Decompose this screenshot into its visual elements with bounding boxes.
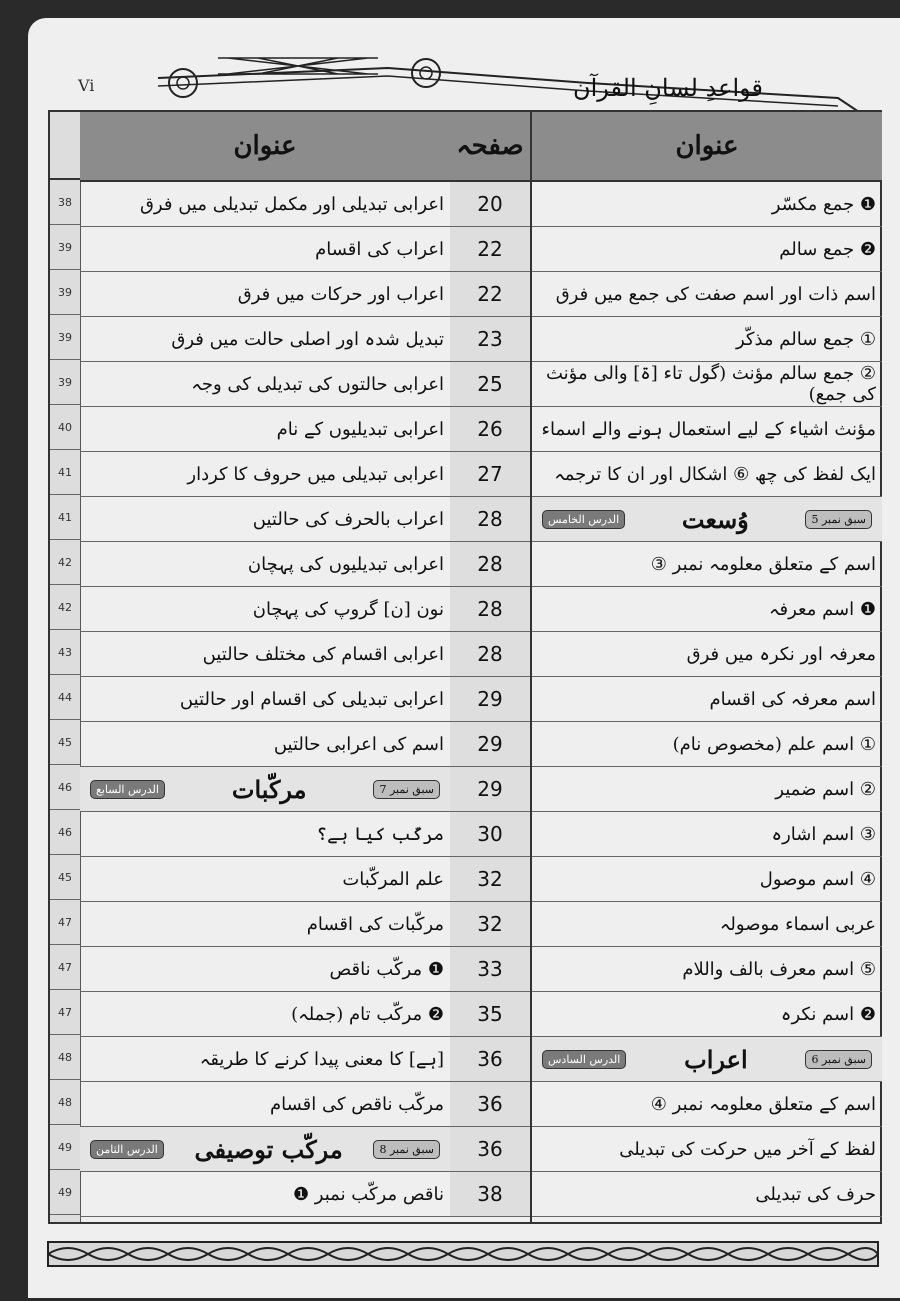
left-topic-text: اعرابی تبدیلیوں کی پہچان	[247, 553, 444, 575]
side-page-number: 48	[50, 1080, 80, 1125]
right-row	[532, 407, 882, 452]
side-page-number: 46	[50, 765, 80, 810]
right-topic-text: اعراب	[684, 1044, 748, 1074]
right-row	[532, 317, 882, 362]
side-page-number: 47	[50, 900, 80, 945]
right-topic-text: ❷ اسم نکرہ	[780, 1003, 876, 1025]
left-row	[80, 587, 450, 632]
page-number-cell: 27	[450, 452, 530, 497]
left-topic-text: اعراب بالحرف کی حالتیں	[252, 508, 444, 530]
lesson-number-badge: سبق نمبر 7	[373, 780, 440, 799]
right-topic-text: ① جمع سالم مذکّر	[735, 328, 876, 350]
side-page-number: 38	[50, 180, 80, 225]
page-number-cell: 32	[450, 857, 530, 902]
side-heading-spacer	[50, 112, 80, 180]
side-page-number: 47	[50, 945, 80, 990]
side-page-number: 48	[50, 1035, 80, 1080]
right-row	[532, 1082, 882, 1127]
page	[28, 18, 900, 1298]
lesson-number-badge: سبق نمبر 5	[805, 510, 872, 529]
header-ornament	[28, 38, 900, 118]
left-topic-text: ناقص مرکّب نمبر ❶	[292, 1183, 444, 1205]
left-row	[80, 1082, 450, 1127]
right-topic-text: ① اسم علم (مخصوص نام)	[672, 733, 876, 755]
right-topic-text: ❶ جمع مکسّر	[771, 193, 876, 215]
side-page-number: 49	[50, 1125, 80, 1170]
lesson-number-badge: سبق نمبر 6	[805, 1050, 872, 1069]
right-topic-text: ④ اسم موصول	[759, 868, 876, 890]
topic-heading-left: عنوان	[80, 112, 450, 182]
page-number-cell: 22	[450, 272, 530, 317]
side-page-number: 39	[50, 225, 80, 270]
right-row	[532, 1037, 882, 1082]
side-page-number: 49	[50, 1170, 80, 1215]
left-row	[80, 1127, 450, 1172]
left-row	[80, 1037, 450, 1082]
side-page-number: 41	[50, 495, 80, 540]
side-page-number: 46	[50, 810, 80, 855]
left-topic-text: اعرابی حالتوں کی تبدیلی کی وجہ	[191, 373, 444, 395]
right-row	[532, 362, 882, 407]
left-topic-text: مرکّبات	[231, 774, 307, 804]
topic-heading-right: عنوان	[532, 112, 882, 182]
left-row	[80, 1172, 450, 1217]
lesson-number-badge: سبق نمبر 8	[373, 1140, 440, 1159]
page-number-cell: 38	[450, 1172, 530, 1217]
right-topic-text: ② جمع سالم مؤنث (گول تاء [ۃ] والی مؤنث کی جمع)	[545, 363, 876, 405]
side-page-number: 39	[50, 360, 80, 405]
right-topic-text: ⑤ اسم معرف بالف واللام	[682, 958, 876, 980]
right-topic-text: عربی اسماء موصولہ	[719, 913, 876, 935]
right-topic-text: اسم کے متعلق معلومہ نمبر ③	[650, 553, 876, 575]
lesson-arabic-tag: الدرس الخامس	[542, 510, 625, 529]
page-number-cell: 20	[450, 182, 530, 227]
left-topic-text: اعراب اور حرکات میں فرق	[237, 283, 444, 305]
right-topic-text: حرف کی تبدیلی	[755, 1183, 876, 1205]
right-row	[532, 542, 882, 587]
page-number-cell: 36	[450, 1037, 530, 1082]
left-row	[80, 902, 450, 947]
left-topic-text: اعراب کی اقسام	[315, 238, 444, 260]
left-row	[80, 272, 450, 317]
right-topic-text: ③ اسم اشارہ	[771, 823, 876, 845]
left-topic-text: علم المرکّبات	[342, 868, 444, 890]
left-row	[80, 992, 450, 1037]
right-row	[532, 947, 882, 992]
page-number-cell: 28	[450, 587, 530, 632]
right-topic-text: ❶ اسم معرفہ	[768, 598, 876, 620]
side-page-number: 39	[50, 270, 80, 315]
right-row	[532, 227, 882, 272]
right-row	[532, 812, 882, 857]
side-page-number: 45	[50, 855, 80, 900]
left-row	[80, 677, 450, 722]
page-number-cell: 29	[450, 767, 530, 812]
right-row	[532, 677, 882, 722]
left-row	[80, 542, 450, 587]
side-page-number: 39	[50, 315, 80, 360]
page-number: Vi	[78, 76, 95, 95]
side-page-number: 45	[50, 720, 80, 765]
side-page-number: 47	[50, 990, 80, 1035]
left-row	[80, 812, 450, 857]
right-row	[532, 632, 882, 677]
page-number-cell: 35	[450, 992, 530, 1037]
right-topic-text: ایک لفظ کی چھ ⑥ اشکال اور ان کا ترجمہ	[554, 463, 876, 485]
left-topic-text: مرکّبات کی اقسام	[306, 913, 444, 935]
right-topic-text: اسم کے متعلق معلومہ نمبر ④	[650, 1093, 876, 1115]
left-topic-column	[80, 112, 450, 1222]
right-row	[532, 1127, 882, 1172]
right-row	[532, 452, 882, 497]
right-topic-text: وُسعت	[681, 504, 749, 534]
left-topic-text: اعرابی تبدیلی اور مکمل تبدیلی میں فرق	[139, 193, 444, 215]
side-page-number: 42	[50, 585, 80, 630]
right-topic-text: ② اسم ضمیر	[775, 778, 876, 800]
left-topic-text: ❶ مرکّب ناقص	[329, 958, 444, 980]
side-page-number: 41	[50, 450, 80, 495]
page-heading: صفحہ	[450, 112, 530, 182]
left-topic-text: تبدیل شدہ اور اصلی حالت میں فرق	[171, 328, 444, 350]
left-row	[80, 317, 450, 362]
lesson-arabic-tag: الدرس السادس	[542, 1050, 626, 1069]
lesson-arabic-tag: الدرس السابع	[90, 780, 165, 799]
right-row	[532, 857, 882, 902]
left-topic-text: نون [ن] گروپ کی پہچان	[252, 598, 444, 620]
page-number-cell: 23	[450, 317, 530, 362]
right-topic-text: معرفہ اور نکرہ میں فرق	[686, 643, 876, 665]
left-row	[80, 632, 450, 677]
left-row	[80, 857, 450, 902]
left-topic-text: ❷ مرکّب تام (جملہ)	[291, 1003, 444, 1025]
left-topic-text: اعرابی اقسام کی مختلف حالتیں	[202, 643, 444, 665]
lesson-arabic-tag: الدرس الثامن	[90, 1140, 164, 1159]
left-row	[80, 722, 450, 767]
left-row	[80, 947, 450, 992]
right-row	[532, 182, 882, 227]
page-column	[450, 112, 530, 1222]
page-number-cell: 25	[450, 362, 530, 407]
side-page-number: 40	[50, 405, 80, 450]
left-topic-text: اسم کی اعرابی حالتیں	[273, 733, 444, 755]
page-number-cell: 36	[450, 1127, 530, 1172]
right-row	[532, 902, 882, 947]
left-topic-text: اعرابی تبدیلی کی اقسام اور حالتیں	[179, 688, 444, 710]
right-topic-text: ❷ جمع سالم	[779, 238, 876, 260]
left-row	[80, 362, 450, 407]
right-row	[532, 587, 882, 632]
page-number-cell: 29	[450, 722, 530, 767]
left-row	[80, 767, 450, 812]
right-topic-column	[530, 112, 882, 1222]
right-topic-text: اسم ذات اور اسم صفت کی جمع میں فرق	[555, 283, 876, 305]
right-row	[532, 497, 882, 542]
book-title: قواعدِ لسانِ القرآن	[573, 74, 764, 102]
right-row	[532, 992, 882, 1037]
left-row	[80, 407, 450, 452]
footer-ornament	[28, 1234, 900, 1274]
left-side-page-column	[50, 112, 81, 1222]
left-row	[80, 452, 450, 497]
page-number-cell: 26	[450, 407, 530, 452]
page-number-cell: 28	[450, 632, 530, 677]
right-topic-text: مؤنث اشیاء کے لیے استعمال ہونے والے اسماء	[541, 418, 876, 440]
left-topic-text: مرکّب ناقص کی اقسام	[270, 1093, 444, 1115]
page-number-cell: 32	[450, 902, 530, 947]
side-page-number: 44	[50, 675, 80, 720]
left-topic-text: اعرابی تبدیلیوں کے نام	[276, 418, 444, 440]
left-row	[80, 497, 450, 542]
page-number-cell: 28	[450, 497, 530, 542]
page-number-cell: 22	[450, 227, 530, 272]
right-row	[532, 722, 882, 767]
page-number-cell: 29	[450, 677, 530, 722]
right-row	[532, 767, 882, 812]
page-number-cell: 30	[450, 812, 530, 857]
right-topic-text: اسم معرفہ کی اقسام	[709, 688, 876, 710]
left-row	[80, 227, 450, 272]
page-number-cell: 33	[450, 947, 530, 992]
side-page-number: 42	[50, 540, 80, 585]
left-row	[80, 182, 450, 227]
page-number-cell: 36	[450, 1082, 530, 1127]
right-topic-text: لفظ کے آخر میں حرکت کی تبدیلی	[619, 1138, 876, 1160]
left-topic-text: مرکّب کیا ہے؟	[316, 823, 444, 845]
right-row	[532, 272, 882, 317]
page-number-cell: 28	[450, 542, 530, 587]
side-page-number: 43	[50, 630, 80, 675]
table-of-contents	[48, 110, 882, 1224]
right-row	[532, 1172, 882, 1217]
left-topic-text: [ہے] کا معنی پیدا کرنے کا طریقہ	[199, 1048, 444, 1070]
left-topic-text: مرکّب توصیفی	[194, 1134, 343, 1164]
left-topic-text: اعرابی تبدیلی میں حروف کا کردار	[187, 463, 444, 485]
